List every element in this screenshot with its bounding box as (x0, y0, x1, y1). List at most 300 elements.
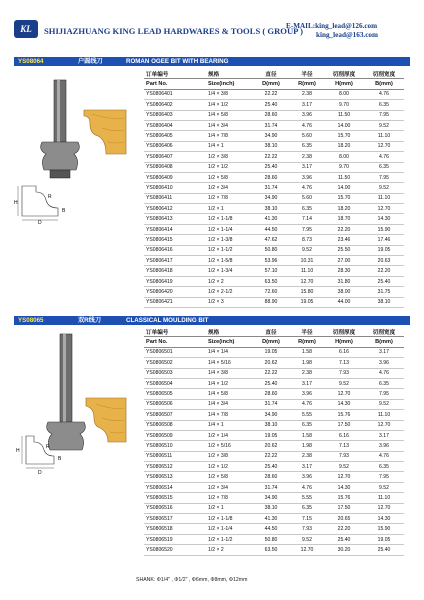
table-header-cn (144, 69, 404, 79)
table-header-en-cell: B(mm) (364, 79, 404, 89)
table-row (144, 472, 404, 482)
table-header-en-cell: Part No. (144, 337, 206, 347)
table-header-en-cell: H(mm) (324, 79, 364, 89)
table-row-cell: 6.35 (364, 162, 404, 172)
table-row (144, 152, 404, 162)
table-row-cell: 8.00 (324, 89, 364, 99)
table-row-cell: 1/4 × 7/8 (206, 131, 252, 141)
spec-table-body (144, 69, 404, 307)
table-row-cell: 38.10 (364, 297, 404, 307)
table-row-cell: 1/4 × 3/8 (206, 89, 252, 99)
table-row-cell: 3.17 (290, 100, 324, 110)
table-row (144, 235, 404, 245)
table-row-cell: 22.22 (252, 451, 290, 461)
table-row-cell: 28.60 (252, 389, 290, 399)
table-row (144, 399, 404, 409)
table-row-cell: 1/4 × 5/16 (206, 358, 252, 368)
cutter-body (41, 142, 80, 170)
wood-block (84, 110, 126, 154)
table-header-en-cell: B(mm) (364, 337, 404, 347)
table-row-cell: 53.96 (252, 256, 290, 266)
table-row-cell: 3.96 (290, 110, 324, 120)
table-row-cell: 6.35 (290, 420, 324, 430)
table-header-en (144, 79, 404, 89)
table-row-cell: 9.70 (324, 162, 364, 172)
table-header-cn-cell: 规格 (206, 69, 252, 79)
table-row-cell: 14.30 (324, 399, 364, 409)
table-row-cell: 6.35 (364, 378, 404, 388)
table-row-cell: 9.52 (364, 482, 404, 492)
table-row-cell: YS0806517 (144, 514, 206, 524)
table-row-cell: 1/2 × 1-1/4 (206, 524, 252, 534)
table-header-cn-cell: 订单编号 (144, 69, 206, 79)
table-row-cell: 3.17 (364, 430, 404, 440)
table-header-en-cell: Size(inch) (206, 337, 252, 347)
table-row-cell: YS0806411 (144, 193, 206, 203)
profile-drawing (22, 186, 58, 216)
table-row-cell: 11.10 (364, 410, 404, 420)
table-row-cell: 22.20 (324, 224, 364, 234)
table-row-cell: 20.62 (252, 441, 290, 451)
table-row-cell: 7.95 (364, 110, 404, 120)
table-row-cell: 8.73 (290, 235, 324, 245)
table-row (144, 524, 404, 534)
table-row (144, 214, 404, 224)
table-row-cell: 4.76 (290, 120, 324, 130)
table-row-cell: 1/2 × 1-3/4 (206, 266, 252, 276)
bearing (50, 170, 70, 178)
table-row-cell: 3.96 (290, 472, 324, 482)
table-row-cell: 11.50 (324, 110, 364, 120)
table-header-cn-cell: 直径 (252, 327, 290, 337)
table-row-cell: 18.20 (324, 204, 364, 214)
table-row-cell: 31.80 (324, 276, 364, 286)
table-row-cell: 1/2 × 1/2 (206, 462, 252, 472)
table-row (144, 545, 404, 555)
table-row (144, 224, 404, 234)
section-code: YS08064 (18, 58, 44, 65)
table-row-cell: 88.90 (252, 297, 290, 307)
table-row-cell: 27.00 (324, 256, 364, 266)
table-row-cell: 50.80 (252, 534, 290, 544)
table-header-cn-cell: 半径 (290, 69, 324, 79)
table-row-cell: YS0806511 (144, 451, 206, 461)
table-row-cell: 38.10 (252, 141, 290, 151)
table-row (144, 451, 404, 461)
table-row-cell: 15.70 (324, 193, 364, 203)
classical-moulding-bit-illustration (14, 332, 132, 482)
wood-block (86, 398, 126, 442)
table-row-cell: 38.10 (252, 503, 290, 513)
table-row-cell: 72.60 (252, 287, 290, 297)
table-row-cell: YS0806507 (144, 410, 206, 420)
table-row-cell: 19.05 (252, 347, 290, 357)
table-row-cell: 28.60 (252, 172, 290, 182)
table-row-cell: 19.05 (364, 245, 404, 255)
table-row-cell: 38.10 (252, 420, 290, 430)
table-row-cell: 1/2 × 1-1/4 (206, 224, 252, 234)
table-row-cell: 1/4 × 3/4 (206, 120, 252, 130)
table-row-cell: 17.50 (324, 420, 364, 430)
table-row (144, 514, 404, 524)
table-row-cell: YS0806409 (144, 172, 206, 182)
table-row-cell: 7.14 (290, 214, 324, 224)
table-row-cell: YS0806520 (144, 545, 206, 555)
table-row-cell: 1/2 × 1-1/8 (206, 214, 252, 224)
table-row-cell: 11.10 (364, 493, 404, 503)
table-row-cell: 1/2 × 1 (206, 204, 252, 214)
email-line-1: E-MAIL:king_lead@126.com (286, 22, 378, 30)
table-row-cell: 20.65 (324, 514, 364, 524)
table-row (144, 378, 404, 388)
table-row-cell: 9.52 (324, 378, 364, 388)
table-row-cell: 2.38 (290, 368, 324, 378)
table-row-cell: YS0806415 (144, 235, 206, 245)
table-row-cell: 34.90 (252, 131, 290, 141)
table-row (144, 368, 404, 378)
table-row-cell: YS0806514 (144, 482, 206, 492)
table-row-cell: 1/4 × 3/8 (206, 368, 252, 378)
table-row-cell: 4.76 (290, 482, 324, 492)
table-header-en (144, 337, 404, 347)
table-row-cell: 7.13 (324, 358, 364, 368)
table-row-cell: 1/2 × 3/8 (206, 152, 252, 162)
table-row-cell: 57.10 (252, 266, 290, 276)
table-header-en-cell: Part No. (144, 79, 206, 89)
table-row-cell: 22.22 (252, 89, 290, 99)
table-row-cell: 12.70 (364, 420, 404, 430)
table-row-cell: 1/2 × 5/8 (206, 172, 252, 182)
label-d: D (38, 470, 42, 476)
table-row-cell: 12.70 (290, 545, 324, 555)
table-row-cell: 30.20 (324, 545, 364, 555)
table-row (144, 503, 404, 513)
label-r: R (48, 194, 52, 200)
table-row-cell: 1/4 × 1/2 (206, 378, 252, 388)
table-row-cell: YS0806405 (144, 131, 206, 141)
table-row-cell: 1/2 × 1-5/8 (206, 256, 252, 266)
table-row-cell: 25.40 (252, 462, 290, 472)
table-row-cell: 12.70 (364, 141, 404, 151)
table-row-cell: 1/2 × 7/8 (206, 193, 252, 203)
label-r: R (46, 444, 50, 450)
table-row-cell: 2.38 (290, 89, 324, 99)
table-row-cell: 25.40 (364, 545, 404, 555)
table-row-cell: YS0806408 (144, 162, 206, 172)
table-row-cell: 6.16 (324, 430, 364, 440)
table-row (144, 120, 404, 130)
table-row-cell: 14.00 (324, 183, 364, 193)
table-row-cell: 4.76 (364, 89, 404, 99)
table-row-cell: 12.70 (364, 204, 404, 214)
table-row (144, 297, 404, 307)
table-row-cell: 7.95 (364, 389, 404, 399)
table-header-en-cell: D(mm) (252, 79, 290, 89)
table-row-cell: 4.76 (364, 152, 404, 162)
table-row-cell: 25.40 (252, 378, 290, 388)
section-header-ys08064 (14, 57, 410, 66)
table-row-cell: 6.16 (324, 347, 364, 357)
label-d: D (38, 220, 42, 224)
table-row-cell: 9.70 (324, 100, 364, 110)
table-row (144, 245, 404, 255)
table-row-cell: YS0806406 (144, 141, 206, 151)
table-row-cell: 3.17 (290, 378, 324, 388)
table-row-cell: 5.55 (290, 493, 324, 503)
table-row-cell: YS0806404 (144, 120, 206, 130)
table-row-cell: 11.10 (364, 193, 404, 203)
table-row-cell: 50.80 (252, 245, 290, 255)
table-row-cell: 22.22 (252, 152, 290, 162)
table-header-cn-cell: 订单编号 (144, 327, 206, 337)
page-header (0, 0, 424, 50)
table-row-cell: 3.96 (290, 389, 324, 399)
table-row-cell: 1/2 × 3/8 (206, 451, 252, 461)
table-row (144, 183, 404, 193)
table-row-cell: 14.30 (364, 214, 404, 224)
table-row (144, 193, 404, 203)
table-row-cell: 5.60 (290, 131, 324, 141)
table-row-cell: 7.93 (290, 524, 324, 534)
table-row-cell: 8.00 (324, 152, 364, 162)
table-row-cell: 14.00 (324, 120, 364, 130)
table-row (144, 89, 404, 99)
table-row-cell: YS0806416 (144, 245, 206, 255)
table-row (144, 110, 404, 120)
table-row-cell: YS0806503 (144, 368, 206, 378)
table-row-cell: 20.62 (252, 358, 290, 368)
table-row-cell: 44.50 (252, 524, 290, 534)
table-row-cell: 7.95 (290, 224, 324, 234)
table-row-cell: 38.00 (324, 287, 364, 297)
table-row (144, 430, 404, 440)
table-row-cell: YS0806509 (144, 430, 206, 440)
table-row-cell: 7.13 (324, 441, 364, 451)
table-header-cn-cell: 半径 (290, 327, 324, 337)
table-row-cell: 4.76 (364, 451, 404, 461)
label-b: B (62, 208, 66, 214)
table-row-cell: 1/2 × 7/8 (206, 493, 252, 503)
spec-table-body (144, 327, 404, 555)
table-row-cell: 11.50 (324, 172, 364, 182)
table-row-cell: YS0806505 (144, 389, 206, 399)
table-row-cell: 4.76 (364, 368, 404, 378)
contact-email (286, 22, 378, 40)
table-row (144, 389, 404, 399)
table-row-cell: YS0806518 (144, 524, 206, 534)
table-row-cell: 1/2 × 2 (206, 545, 252, 555)
table-row-cell: 15.70 (324, 131, 364, 141)
table-row-cell: YS0806414 (144, 224, 206, 234)
table-row-cell: 18.70 (324, 214, 364, 224)
table-row (144, 162, 404, 172)
table-row-cell: 19.05 (252, 430, 290, 440)
table-row-cell: 1/4 × 1 (206, 141, 252, 151)
table-header-cn-cell: 直径 (252, 69, 290, 79)
table-row-cell: 19.05 (364, 534, 404, 544)
table-header-cn-cell: 规格 (206, 327, 252, 337)
table-row-cell: 1.58 (290, 430, 324, 440)
table-row-cell: 11.10 (290, 266, 324, 276)
table-row-cell: 1/4 × 3/4 (206, 399, 252, 409)
table-header-cn-cell: 切削厚度 (324, 69, 364, 79)
table-row (144, 534, 404, 544)
table-row-cell: 1/2 × 3/4 (206, 482, 252, 492)
table-row-cell: 20.63 (364, 256, 404, 266)
table-row-cell: 9.52 (364, 399, 404, 409)
table-row-cell: YS0806512 (144, 462, 206, 472)
table-row-cell: 6.35 (364, 462, 404, 472)
section-name-en: CLASSICAL MOULDING BIT (126, 317, 209, 324)
table-row-cell: 5.60 (290, 193, 324, 203)
table-row-cell: 3.17 (290, 162, 324, 172)
table-row-cell: 1/2 × 1-1/2 (206, 245, 252, 255)
table-row-cell: 25.40 (324, 534, 364, 544)
table-row-cell: 25.40 (252, 162, 290, 172)
table-row-cell: YS0806501 (144, 347, 206, 357)
table-row-cell: 9.52 (290, 534, 324, 544)
table-row-cell: YS0806516 (144, 503, 206, 513)
table-row-cell: YS0806417 (144, 256, 206, 266)
table-row (144, 441, 404, 451)
table-row-cell: YS0806412 (144, 204, 206, 214)
table-row-cell: 31.74 (252, 183, 290, 193)
table-row-cell: 10.31 (290, 256, 324, 266)
table-row-cell: 7.93 (324, 451, 364, 461)
table-row-cell: 9.52 (364, 120, 404, 130)
table-row-cell: 41.30 (252, 214, 290, 224)
label-h: H (16, 448, 20, 454)
table-row-cell: 6.35 (290, 503, 324, 513)
table-row-cell: 6.35 (290, 204, 324, 214)
table-row-cell: 1/2 × 2 (206, 276, 252, 286)
table-header-cn-cell: 切削宽度 (364, 69, 404, 79)
table-row-cell: 44.50 (252, 224, 290, 234)
label-h: H (14, 200, 18, 206)
table-row-cell: 12.70 (364, 503, 404, 513)
table-row-cell: 12.70 (324, 472, 364, 482)
table-row-cell: YS0806418 (144, 266, 206, 276)
company-logo: KL (14, 20, 38, 38)
table-row-cell: 2.38 (290, 451, 324, 461)
table-row-cell: 1/4 × 1/2 (206, 100, 252, 110)
table-row-cell: 1/2 × 3 (206, 297, 252, 307)
table-row-cell: 12.70 (324, 389, 364, 399)
table-row (144, 266, 404, 276)
table-row-cell: 1/2 × 1/2 (206, 162, 252, 172)
table-row-cell: 28.30 (324, 266, 364, 276)
table-row (144, 358, 404, 368)
table-row-cell: 25.40 (364, 276, 404, 286)
table-row-cell: 1/2 × 5/16 (206, 441, 252, 451)
table-row-cell: 34.90 (252, 493, 290, 503)
table-row-cell: 7.95 (364, 472, 404, 482)
table-row-cell: 41.30 (252, 514, 290, 524)
table-row-cell: 3.96 (364, 358, 404, 368)
table-row-cell: YS0806515 (144, 493, 206, 503)
table-row-cell: 15.80 (290, 287, 324, 297)
table-row-cell: 7.15 (290, 514, 324, 524)
table-header-en-cell: H(mm) (324, 337, 364, 347)
table-row-cell: 17.46 (364, 235, 404, 245)
table-row (144, 482, 404, 492)
table-row-cell: 2.38 (290, 152, 324, 162)
table-row-cell: 1/2 × 3/4 (206, 183, 252, 193)
table-row-cell: 6.35 (290, 141, 324, 151)
table-row-cell: YS0806504 (144, 378, 206, 388)
table-row-cell: 15.76 (324, 410, 364, 420)
table-row-cell: 6.35 (364, 100, 404, 110)
table-row-cell: 9.52 (364, 183, 404, 193)
cutter-body (47, 422, 86, 450)
table-row-cell: YS0806413 (144, 214, 206, 224)
section-name-en: ROMAN OGEE BIT WITH BEARING (126, 58, 229, 65)
table-row-cell: 4.76 (290, 183, 324, 193)
table-row (144, 131, 404, 141)
table-row-cell: YS0806506 (144, 399, 206, 409)
table-row-cell: 1.98 (290, 358, 324, 368)
table-row-cell: YS0806410 (144, 183, 206, 193)
table-row-cell: 31.74 (252, 399, 290, 409)
table-header-cn-cell: 切削厚度 (324, 327, 364, 337)
label-b: B (58, 456, 62, 462)
table-row-cell: YS0806502 (144, 358, 206, 368)
table-row (144, 256, 404, 266)
table-row-cell: YS0806407 (144, 152, 206, 162)
table-row-cell: 1/4 × 5/8 (206, 110, 252, 120)
table-row-cell: 63.50 (252, 545, 290, 555)
table-row (144, 347, 404, 357)
table-row (144, 100, 404, 110)
table-row-cell: YS0806403 (144, 110, 206, 120)
table-header-en-cell: Size(inch) (206, 79, 252, 89)
table-row-cell: 7.93 (324, 368, 364, 378)
table-row (144, 276, 404, 286)
table-row-cell: 28.60 (252, 472, 290, 482)
table-row (144, 287, 404, 297)
table-row-cell: 1/4 × 1/4 (206, 347, 252, 357)
table-row-cell: YS0806402 (144, 100, 206, 110)
company-name: SHIJIAZHUANG KING LEAD HARDWARES & TOOLS ( GROUP ) (44, 26, 303, 36)
email-line-2: king_lead@163.com (316, 31, 378, 39)
table-header-en-cell: D(mm) (252, 337, 290, 347)
table-row-cell: 31.74 (252, 482, 290, 492)
table-row-cell: YS0806510 (144, 441, 206, 451)
table-header-cn (144, 327, 404, 337)
table-row-cell: 1.58 (290, 347, 324, 357)
table-row-cell: 3.96 (364, 441, 404, 451)
table-row-cell: 9.52 (290, 245, 324, 255)
section-header-ys08065 (14, 316, 410, 325)
table-row-cell: 14.30 (324, 482, 364, 492)
table-row-cell: 4.76 (290, 399, 324, 409)
table-row-cell: 38.10 (252, 204, 290, 214)
table-row-cell: 47.62 (252, 235, 290, 245)
table-row-cell: 31.75 (364, 287, 404, 297)
table-row-cell: 15.90 (364, 524, 404, 534)
table-row-cell: YS0806401 (144, 89, 206, 99)
table-row (144, 172, 404, 182)
table-row-cell: YS0806421 (144, 297, 206, 307)
table-row-cell: 63.50 (252, 276, 290, 286)
table-row (144, 410, 404, 420)
table-row-cell: YS0806420 (144, 287, 206, 297)
table-row-cell: 34.90 (252, 193, 290, 203)
table-row-cell: 22.20 (364, 266, 404, 276)
table-row (144, 141, 404, 151)
section-code: YS08065 (18, 317, 44, 324)
table-row-cell: 25.50 (324, 245, 364, 255)
